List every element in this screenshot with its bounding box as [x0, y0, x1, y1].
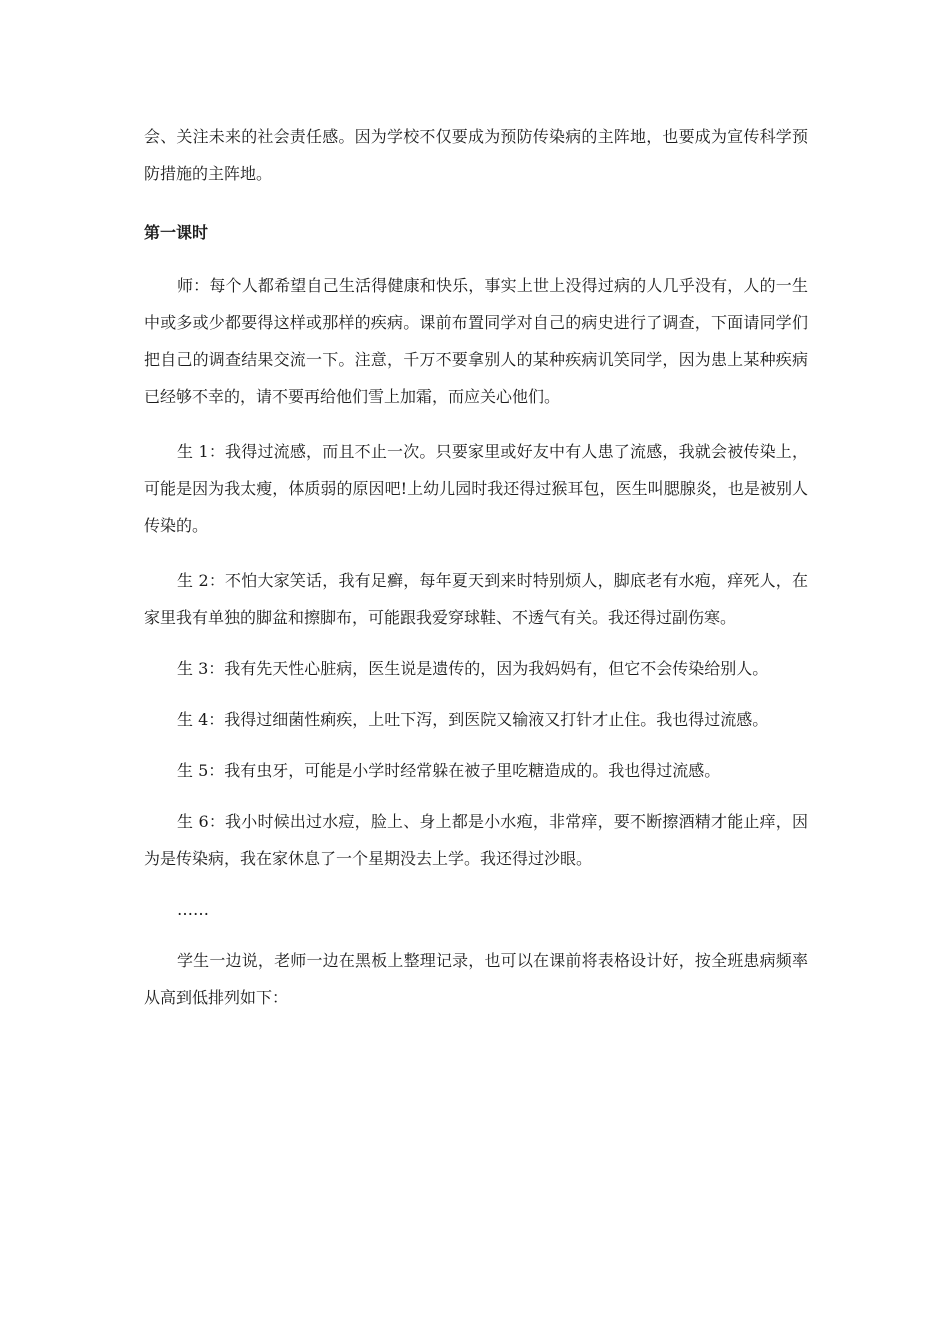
document-body — [144, 118, 808, 1016]
section-heading: 第一课时 — [144, 223, 209, 242]
student-6-paragraph: 生 6：我小时候出过水痘，脸上、身上都是小水疱，非常痒，要不断擦酒精才能止痒，因为是传染病，我在家休息了一个星期没去上学。我还得过沙眼。 — [144, 812, 808, 868]
intro-paragraph: 会、关注未来的社会责任感。因为学校不仅要成为预防传染病的主阵地，也要成为宣传科学预防措施的主阵地。 — [144, 127, 808, 183]
closing-paragraph: 学生一边说，老师一边在黑板上整理记录，也可以在课前将表格设计好，按全班患病频率从高到低排列如下： — [144, 951, 808, 1007]
student-4-paragraph: 生 4：我得过细菌性痢疾，上吐下泻，到医院又输液又打针才止住。我也得过流感。 — [177, 710, 769, 729]
student-5-paragraph: 生 5：我有虫牙，可能是小学时经常躲在被子里吃糖造成的。我也得过流感。 — [177, 761, 721, 780]
student-3-paragraph: 生 3：我有先天性心脏病，医生说是遗传的，因为我妈妈有，但它不会传染给别人。 — [177, 659, 769, 678]
ellipsis-paragraph: …… — [177, 900, 209, 919]
student-2-paragraph: 生 2：不怕大家笑话，我有足癣，每年夏天到来时特别烦人，脚底老有水疱，痒死人，在家里我有单独的脚盆和擦脚布，可能跟我爱穿球鞋、不透气有关。我还得过副伤寒。 — [144, 571, 808, 627]
student-1-paragraph: 生 1：我得过流感，而且不止一次。只要家里或好友中有人患了流感，我就会被传染上，可能是因为我太瘦，体质弱的原因吧!上幼儿园时我还得过猴耳包，医生叫腮腺炎，也是被别人传染的。 — [144, 442, 808, 535]
teacher-paragraph: 师：每个人都希望自己生活得健康和快乐，事实上世上没得过病的人几乎没有，人的一生中或多或少都要得这样或那样的疾病。课前布置同学对自己的病史进行了调查，下面请同学们把自己的调查结果交流一下。注意，千万不要拿别人的某种疾病讥笑同学，因为患上某种疾病已经够不幸的，请不要再给他们雪上加霜，而应关心他们。 — [144, 276, 808, 406]
